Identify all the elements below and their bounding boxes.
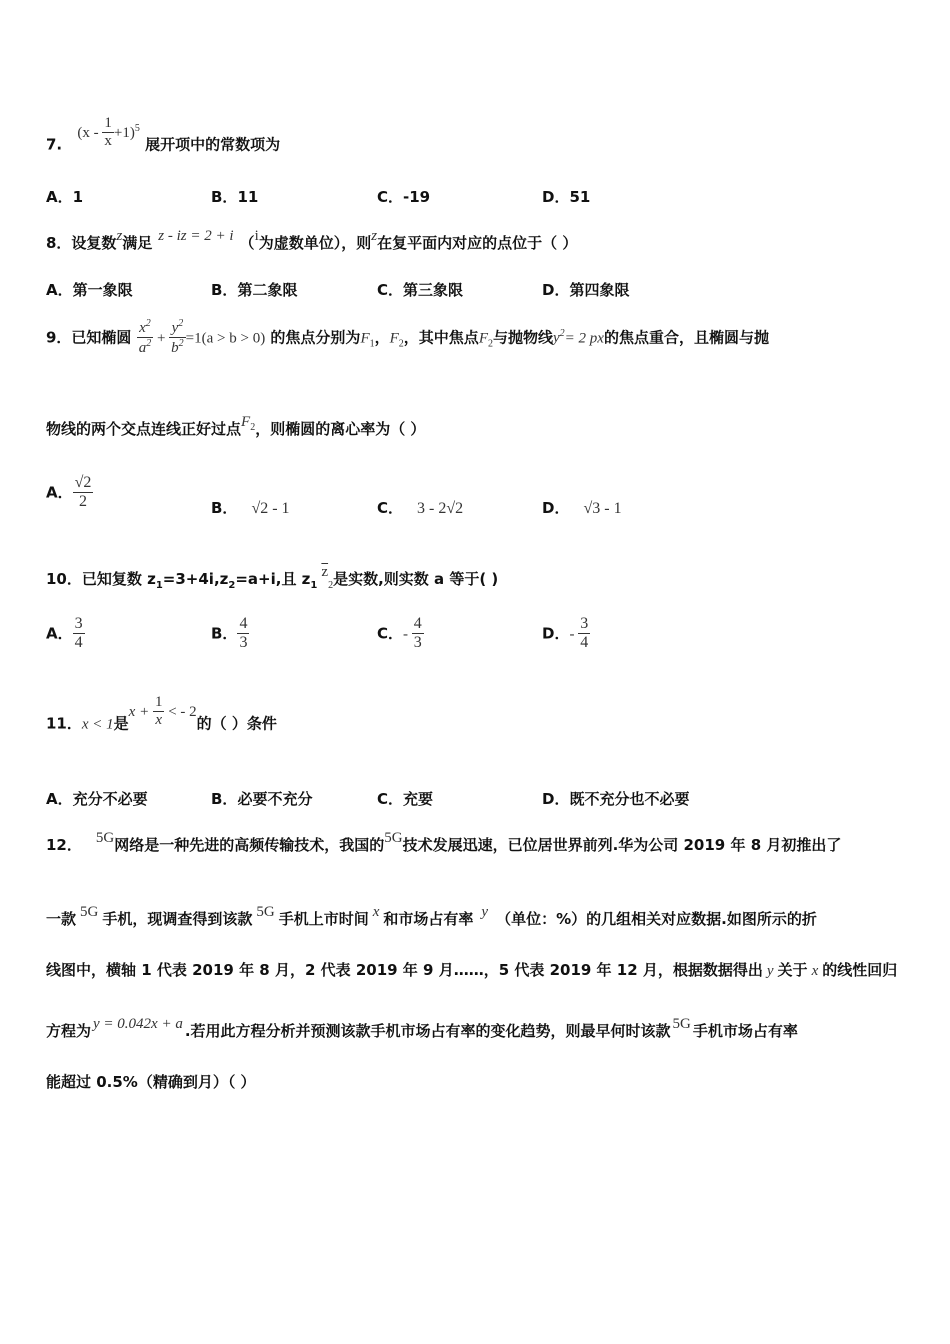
q12-t5: 手机上市时间	[278, 910, 369, 928]
q8-text1: 满足	[122, 234, 153, 252]
q11-option-d[interactable]: D．既不充分也不必要	[542, 790, 690, 808]
q11-text1: 是	[113, 714, 129, 733]
q8-text2: （	[239, 234, 255, 252]
q7-expr-suffix: +1)	[113, 125, 135, 142]
q12-t3: 一款	[46, 910, 77, 928]
q9-text4: 的焦点重合，且椭圆与抛	[603, 328, 769, 347]
q9-F2b: F	[478, 330, 488, 347]
q9-parabola: = 2 px	[564, 330, 604, 347]
q12-5g-2: 5G	[384, 830, 403, 846]
q12-line3a: 线图中，横轴 1 代表 2019 年 8 月，2 代表 2019 年 9 月……，5 代表 2019 年 12 月，根据数据得出	[46, 961, 763, 979]
q9-line2b: ，则椭圆的离心率为（ ）	[255, 420, 426, 438]
q8-i: i	[254, 228, 259, 244]
question-8	[46, 228, 578, 253]
q12-x1: x	[372, 904, 380, 920]
q7-number: 7.	[46, 135, 63, 154]
q10-option-d[interactable]: D．- $\frac{3}{4}$	[542, 615, 589, 652]
q9-text1: 的焦点分别为	[270, 328, 361, 347]
q9-eq-rest: =1(a > b > 0)	[185, 330, 266, 347]
q9-text2: ，其中焦点	[403, 328, 479, 347]
question-12-line3	[46, 959, 897, 980]
q11-text2: 的（ ）条件	[196, 714, 277, 733]
q9-F2: F	[389, 330, 399, 347]
q9-F2c: F	[241, 414, 251, 430]
q7-text: 展开项中的常数项为	[145, 135, 281, 154]
q10-text2: =a+i,且 z	[235, 570, 311, 588]
question-11	[46, 694, 277, 742]
q12-t6: 和市场占有率	[383, 910, 474, 928]
q7-option-a[interactable]: A．1	[46, 188, 84, 206]
q10-text1: =3+4i,z	[162, 570, 229, 588]
q7-power: 5	[134, 123, 140, 135]
q10-option-c[interactable]: C．- $\frac{4}{3}$	[377, 615, 422, 652]
q7-option-b[interactable]: B．11	[211, 188, 259, 206]
q7-option-d[interactable]: D．51	[542, 188, 591, 206]
question-9-line2: 物线的两个交点连线正好过点$F_2$，则椭圆的离心率为（ ）	[46, 414, 426, 438]
q12-t2: 技术发展迅速，已位居世界前列.华为公司 2019 年 8 月初推出了	[402, 836, 842, 854]
q11-option-a[interactable]: A．充分不必要	[46, 790, 148, 808]
q11-number: 11．	[46, 714, 82, 733]
q7-expr-prefix: (x -	[77, 125, 103, 142]
q12-line3b: 关于	[777, 961, 808, 979]
q12-line4b: .若用此方程分析并预测该款手机市场占有率的变化趋势，则最早何时该款	[184, 1022, 671, 1040]
question-12-line2	[46, 904, 817, 929]
q12-y1: y	[481, 904, 489, 920]
q10-number: 10．已知复数 z	[46, 570, 156, 588]
q9-sep: ，	[374, 328, 390, 347]
q10-conj: $\overline{z}$	[321, 564, 329, 580]
q12-y2: y	[766, 963, 774, 979]
q9-option-b[interactable]: B． √2 - 1	[211, 499, 290, 517]
q11-cond2-b: < - 2	[164, 704, 197, 721]
q10-text3: 是实数,则实数 a 等于( )	[333, 570, 499, 588]
q8-text3: 为虚数单位），则	[258, 234, 372, 252]
q9-option-c[interactable]: C． 3 - 2√2	[377, 499, 464, 517]
q7-fraction: $\frac{1}{x}$	[104, 115, 112, 150]
q11-cond1: x < 1	[81, 716, 114, 733]
q12-x2: x	[811, 963, 819, 979]
question-9: 9．已知椭圆 $\frac{x^2}{a^2}$ + $\frac{y^2}{b^2}$ =1(a > b > 0) 的焦点分别为$F_1$，$F_2$，其中焦点$F_2$与抛物线$y^2= 2$ px的焦点重合，且椭圆与抛	[46, 318, 769, 357]
q9-option-d[interactable]: D． √3 - 1	[542, 499, 622, 517]
q12-t1: 网络是一种先进的高频传输技术，我国的	[114, 836, 385, 854]
q12-t4: 手机，现调查得到该款	[102, 910, 253, 928]
question-12-line5	[46, 1071, 256, 1092]
question-10: 10．已知复数 $z_1=3+4i,z_2=a+i$,且 $z_1\overline{z}_2$是实数,则实数 a 等于( )	[46, 564, 499, 591]
q11-cond2-a: x +	[128, 704, 153, 721]
q11-option-c[interactable]: C．充要	[377, 790, 434, 808]
q12-line5: 能超过 0.5%（精确到月）（ ）	[46, 1073, 256, 1091]
q12-5g-3: 5G	[80, 904, 99, 920]
q9-text3: 与抛物线	[492, 328, 553, 347]
q8-text4: 在复平面内对应的点位于（ ）	[377, 234, 578, 252]
question-12	[46, 830, 842, 855]
question-12-line4	[46, 1016, 798, 1041]
q12-5g-1: 5G	[95, 830, 115, 846]
q9-frac-y: $\frac{y^2}{b^2}$	[171, 318, 184, 357]
q8-option-b[interactable]: B．第二象限	[211, 281, 298, 299]
q12-5g-4: 5G	[256, 904, 275, 920]
q8-equation: z - iz = 2 + i	[158, 228, 234, 244]
q12-number: 12．	[46, 836, 82, 854]
q8-option-c[interactable]: C．第三象限	[377, 281, 464, 299]
q9-frac-x: $\frac{x^2}{a^2}$	[138, 318, 152, 357]
q12-t7: （单位：%）的几组相关对应数据.如图所示的折	[496, 910, 817, 928]
q12-regression: y = 0.042x + a	[93, 1016, 183, 1032]
q10-option-a[interactable]: A． $\frac{3}{4}$	[46, 615, 83, 652]
q8-number: 8．设复数	[46, 234, 117, 252]
q9-option-a[interactable]: A． $\frac{√2}{2}$	[46, 474, 92, 511]
q12-line3c: 的线性回归	[822, 961, 898, 979]
q11-option-b[interactable]: B．必要不充分	[211, 790, 313, 808]
q8-z: z	[116, 228, 123, 244]
q7-option-c[interactable]: C．-19	[377, 188, 431, 206]
q10-option-b[interactable]: B． $\frac{4}{3}$	[211, 615, 248, 652]
q9-line2a: 物线的两个交点连线正好过点	[46, 420, 242, 438]
question-7	[46, 115, 281, 163]
q8-option-d[interactable]: D．第四象限	[542, 281, 630, 299]
q12-line4c: 手机市场占有率	[692, 1022, 798, 1040]
q9-number: 9．已知椭圆	[46, 328, 132, 347]
q8-option-a[interactable]: A．第一象限	[46, 281, 133, 299]
q8-z2: z	[371, 228, 378, 244]
q9-F1: F	[360, 330, 370, 347]
q11-fraction: $\frac{1}{x}$	[154, 694, 163, 729]
q12-line4a: 方程为	[46, 1022, 92, 1040]
q12-5g-5: 5G	[672, 1016, 691, 1032]
